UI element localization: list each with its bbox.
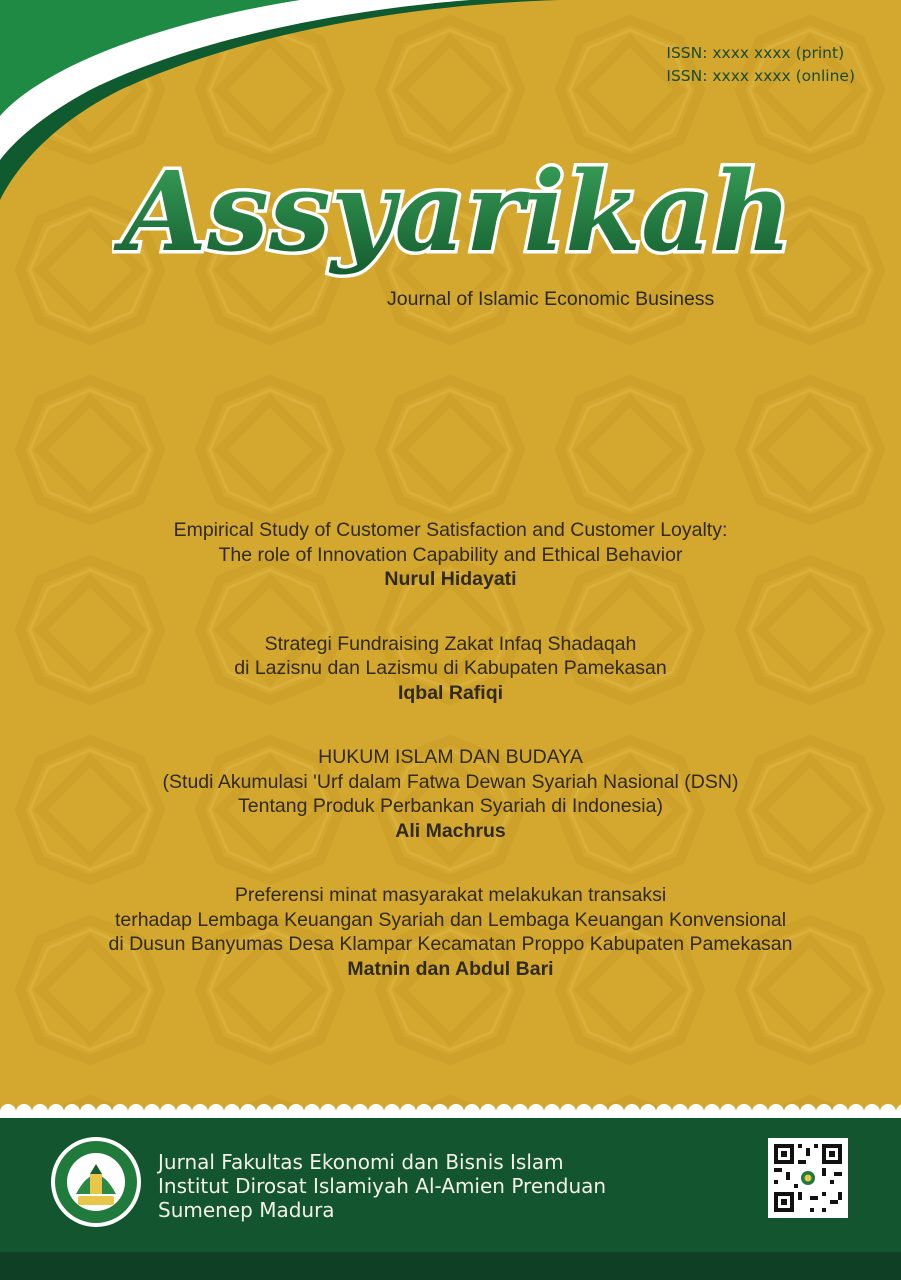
article-title-line: di Dusun Banyumas Desa Klampar Kecamatan Proppo Kabupaten Pamekasan <box>108 933 793 955</box>
article-entry <box>0 518 901 592</box>
journal-title-logo <box>112 150 802 290</box>
journal-title: Assyarikah <box>113 150 793 276</box>
location: Sumenep Madura <box>158 1198 335 1222</box>
qr-code[interactable] <box>768 1138 848 1218</box>
article-title-line: di Lazisnu dan Lazismu di Kabupaten Pamekasan <box>234 657 667 679</box>
issn-online: ISSN: xxxx xxxx (online) <box>666 67 855 85</box>
faculty-name: Jurnal Fakultas Ekonomi dan Bisnis Islam <box>158 1150 564 1174</box>
article-title-line: Empirical Study of Customer Satisfaction and Customer Loyalty: <box>173 519 728 541</box>
article-author: Matnin dan Abdul Bari <box>347 957 554 980</box>
article-title-line: Preferensi minat masyarakat melakukan transaksi <box>234 884 667 906</box>
article-title-line: Tentang Produk Perbankan Syariah di Indonesia) <box>238 795 663 817</box>
institution-logo <box>50 1136 142 1228</box>
journal-subtitle: Journal of Islamic Economic Business <box>387 288 715 310</box>
article-author: Nurul Hidayati <box>384 568 517 590</box>
institution-info <box>158 1150 606 1222</box>
article-entry <box>0 745 901 843</box>
article-title-line: terhadap Lembaga Keuangan Syariah dan Lembaga Keuangan Konvensional <box>114 908 787 931</box>
article-title-line: HUKUM ISLAM DAN BUDAYA <box>318 746 583 768</box>
article-title-line: The role of Innovation Capability and Ethical Behavior <box>218 543 683 566</box>
institute-name: Institut Dirosat Islamiyah Al-Amien Prenduan <box>158 1174 607 1198</box>
footer-bottom-strip <box>0 1252 901 1280</box>
article-entry <box>0 632 901 706</box>
issn-print: ISSN: xxxx xxxx (print) <box>666 44 845 62</box>
article-entry <box>0 883 901 981</box>
article-author: Iqbal Rafiqi <box>397 681 504 704</box>
article-title-line: (Studi Akumulasi 'Urf dalam Fatwa Dewan Syariah Nasional (DSN) <box>162 770 739 793</box>
article-author: Ali Machrus <box>395 819 506 842</box>
article-title-line: Strategi Fundraising Zakat Infaq Shadaqah <box>264 632 637 655</box>
article-list <box>0 518 901 1015</box>
issn-block <box>666 42 855 88</box>
